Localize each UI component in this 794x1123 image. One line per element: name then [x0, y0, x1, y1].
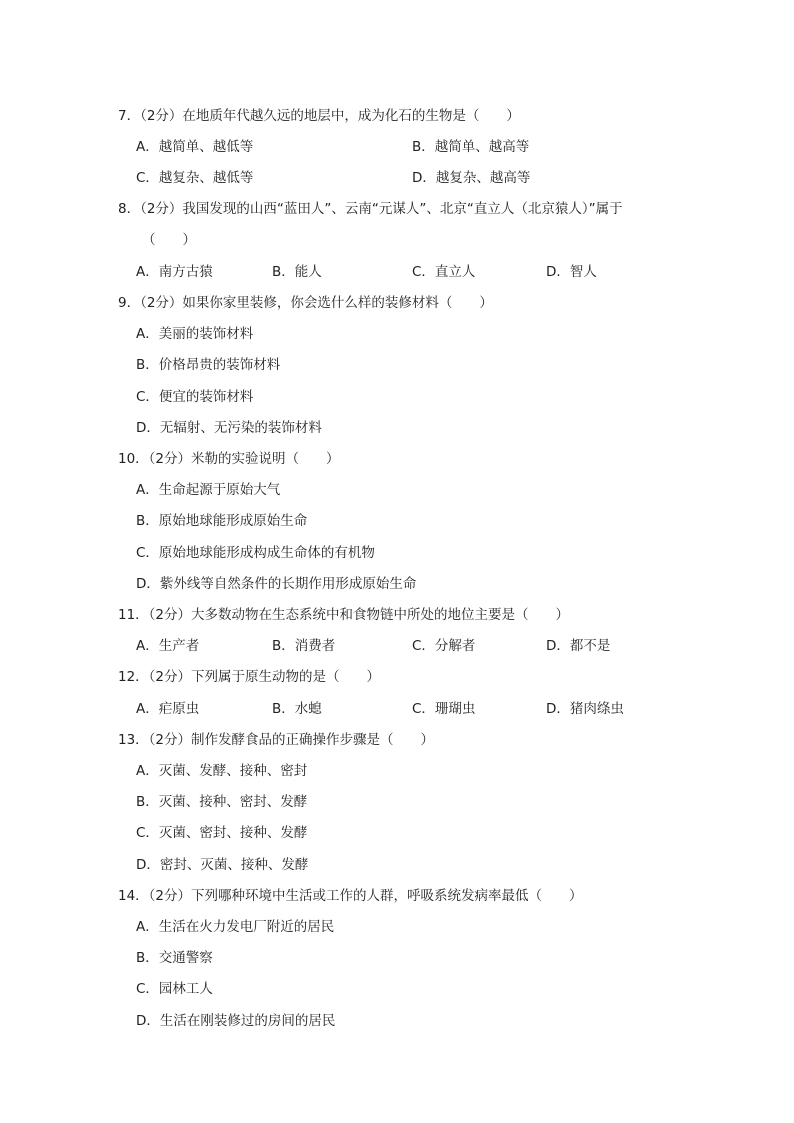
question-11-option-d: D．都不是 — [546, 638, 611, 654]
question-9-option-c: C．便宜的装饰材料 — [136, 389, 254, 405]
question-7-option-a: A．越简单、越低等 — [136, 139, 254, 155]
question-8-stem-cont: （ ） — [142, 232, 196, 248]
question-14-option-c: C．园林工人 — [136, 981, 213, 997]
question-13-stem: 13．（2分）制作发酵食品的正确操作步骤是（ ） — [118, 732, 435, 748]
question-8-option-b: B．能人 — [272, 264, 322, 280]
question-10-option-c: C．原始地球能形成构成生命体的有机物 — [136, 545, 375, 561]
question-8-option-a: A．南方古猿 — [136, 264, 213, 280]
question-10-stem: 10．（2分）米勒的实验说明（ ） — [118, 451, 340, 467]
question-14-stem: 14．（2分）下列哪种环境中生活或工作的人群，呼吸系统发病率最低（ ） — [118, 888, 583, 904]
question-9-option-b: B．价格昂贵的装饰材料 — [136, 357, 281, 373]
question-13-option-c: C．灭菌、密封、接种、发酵 — [136, 825, 308, 841]
question-10-option-b: B．原始地球能形成原始生命 — [136, 513, 308, 529]
question-10-option-a: A．生命起源于原始大气 — [136, 482, 281, 498]
question-12-option-b: B．水螅 — [272, 701, 322, 717]
question-12-option-d: D．猪肉绦虫 — [546, 701, 624, 717]
question-13-option-b: B．灭菌、接种、密封、发酵 — [136, 794, 308, 810]
question-14-option-a: A．生活在火力发电厂附近的居民 — [136, 919, 335, 935]
question-11-stem: 11．（2分）大多数动物在生态系统中和食物链中所处的地位主要是（ ） — [118, 607, 570, 623]
question-7-option-c: C．越复杂、越低等 — [136, 170, 254, 186]
question-8-option-d: D．智人 — [546, 264, 597, 280]
question-7-stem: 7．（2分）在地质年代越久远的地层中，成为化石的生物是（ ） — [118, 108, 520, 124]
question-12-stem: 12．（2分）下列属于原生动物的是（ ） — [118, 669, 381, 685]
question-8-stem: 8．（2分）我国发现的山西“蓝田人”、云南“元谋人”、北京“直立人（北京猿人）”属于 — [118, 201, 623, 217]
question-13-option-d: D．密封、灭菌、接种、发酵 — [136, 857, 309, 873]
question-11-option-b: B．消费者 — [272, 638, 336, 654]
question-9-option-a: A．美丽的装饰材料 — [136, 326, 254, 342]
question-14-option-b: B．交通警察 — [136, 950, 213, 966]
question-12-option-a: A．疟原虫 — [136, 701, 200, 717]
question-13-option-a: A．灭菌、发酵、接种、密封 — [136, 763, 308, 779]
question-14-option-d: D．生活在刚装修过的房间的居民 — [136, 1013, 336, 1029]
question-7-option-b: B．越简单、越高等 — [412, 139, 530, 155]
question-8-option-c: C．直立人 — [412, 264, 476, 280]
question-11-option-a: A．生产者 — [136, 638, 200, 654]
question-11-option-c: C．分解者 — [412, 638, 476, 654]
question-9-stem: 9．（2分）如果你家里装修，你会选什么样的装修材料（ ） — [118, 295, 493, 311]
question-9-option-d: D．无辐射、无污染的装饰材料 — [136, 420, 322, 436]
question-7-option-d: D．越复杂、越高等 — [412, 170, 531, 186]
question-12-option-c: C．珊瑚虫 — [412, 701, 476, 717]
question-10-option-d: D．紫外线等自然条件的长期作用形成原始生命 — [136, 576, 417, 592]
